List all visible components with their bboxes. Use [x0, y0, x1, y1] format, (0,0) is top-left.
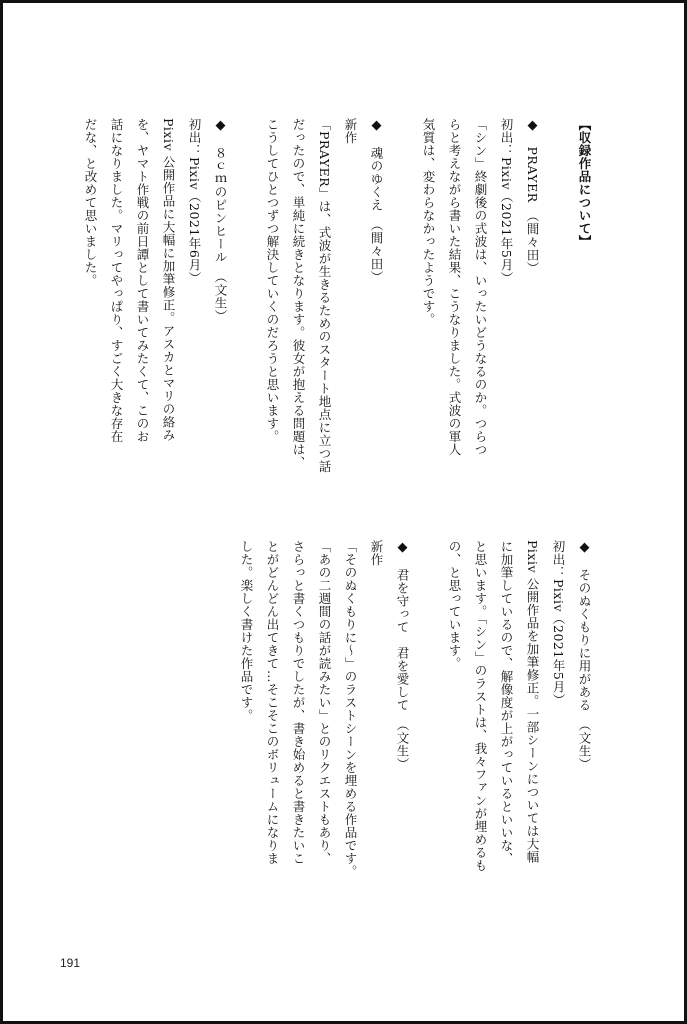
- diamond-bullet-icon: ◆: [577, 540, 592, 556]
- entry-line: こうしてひとつずつ解決していくのだろうと思います。: [265, 118, 280, 443]
- diamond-bullet-icon: ◆: [213, 118, 228, 134]
- entry-line: 「そのぬくもりに〜」のラストシーンを埋める作品です。: [343, 540, 358, 878]
- top-block: [77, 118, 597, 473]
- entry-line: した。楽しく書けた作品です。: [239, 540, 254, 722]
- section-heading: 【収録作品について】: [577, 118, 592, 248]
- entry-line: 「あの二週間の話が読みたい」とのリクエストもあり、: [317, 540, 332, 865]
- entry-line: Pixiv 公開作品を加筆修正。一部シーンについては大幅: [525, 540, 540, 864]
- entry-line: 「シン」終劇後の式波は、いったいどうなるのか。つらつ: [473, 118, 488, 456]
- entry-line: に加筆しているので、解像度が上がっているといいな、: [499, 540, 514, 865]
- entry-line: さらっと書くつもりでしたが、書き始めると書きたいこ: [291, 540, 306, 865]
- entry-title-pinheel: ◆ ８ｃｍのピンヒール （文生）: [213, 118, 228, 323]
- entry-line: Pixiv 公開作品に大幅に加筆修正。アスカとマリの絡み: [161, 118, 176, 442]
- entry-line: 気質は、変わらなかったようです。: [421, 118, 436, 326]
- entry-line: 初出：Pixiv（2021年6月）: [187, 118, 202, 285]
- entry-line: 「PRAYER」は、式波が生きるためのスタート地点に立つ話: [317, 118, 332, 474]
- entry-line: を、ヤマト作戦の前日譚として書いてみたくて、このお: [135, 118, 150, 443]
- entry-line: 初出：Pixiv（2021年5月）: [499, 118, 514, 285]
- entry-line: だったので、単純に続きとなります。彼女が抱える問題は、: [291, 118, 306, 469]
- entry-line: 新作: [343, 118, 358, 144]
- entry-line: 話になりました。マリってやっぱり、すごく大きな存在: [109, 118, 124, 443]
- diamond-bullet-icon: ◆: [369, 118, 384, 134]
- entry-line: と思います。「シン」のラストは、我々ファンが埋めるも: [473, 540, 488, 872]
- entry-title-nukumori: ◆ そのぬくもりに用がある （文生）: [577, 540, 592, 771]
- entry-line: らと考えながら書いた結果、こうなりました。式波の軍人: [447, 118, 462, 456]
- bottom-block: [233, 540, 597, 878]
- entry-line: 新作: [369, 540, 384, 566]
- entry-line: だな、と改めて思いました。: [83, 118, 98, 287]
- entry-line: の、と思っています。: [447, 540, 462, 670]
- entry-title-prayer: ◆ PRAYER （間々田）: [525, 118, 540, 275]
- entry-title-kimiwomamotte: ◆ 君を守って 君を愛して （文生）: [395, 540, 410, 771]
- diamond-bullet-icon: ◆: [525, 118, 540, 134]
- diamond-bullet-icon: ◆: [395, 540, 410, 556]
- page-number: 191: [60, 956, 81, 970]
- entry-line: 初出：Pixiv（2021年5月）: [551, 540, 566, 707]
- entry-line: とがどんどん出てきて…そこそこのボリュームになりま: [265, 540, 280, 865]
- entry-title-tamashii: ◆ 魂のゆくえ （間々田）: [369, 118, 384, 284]
